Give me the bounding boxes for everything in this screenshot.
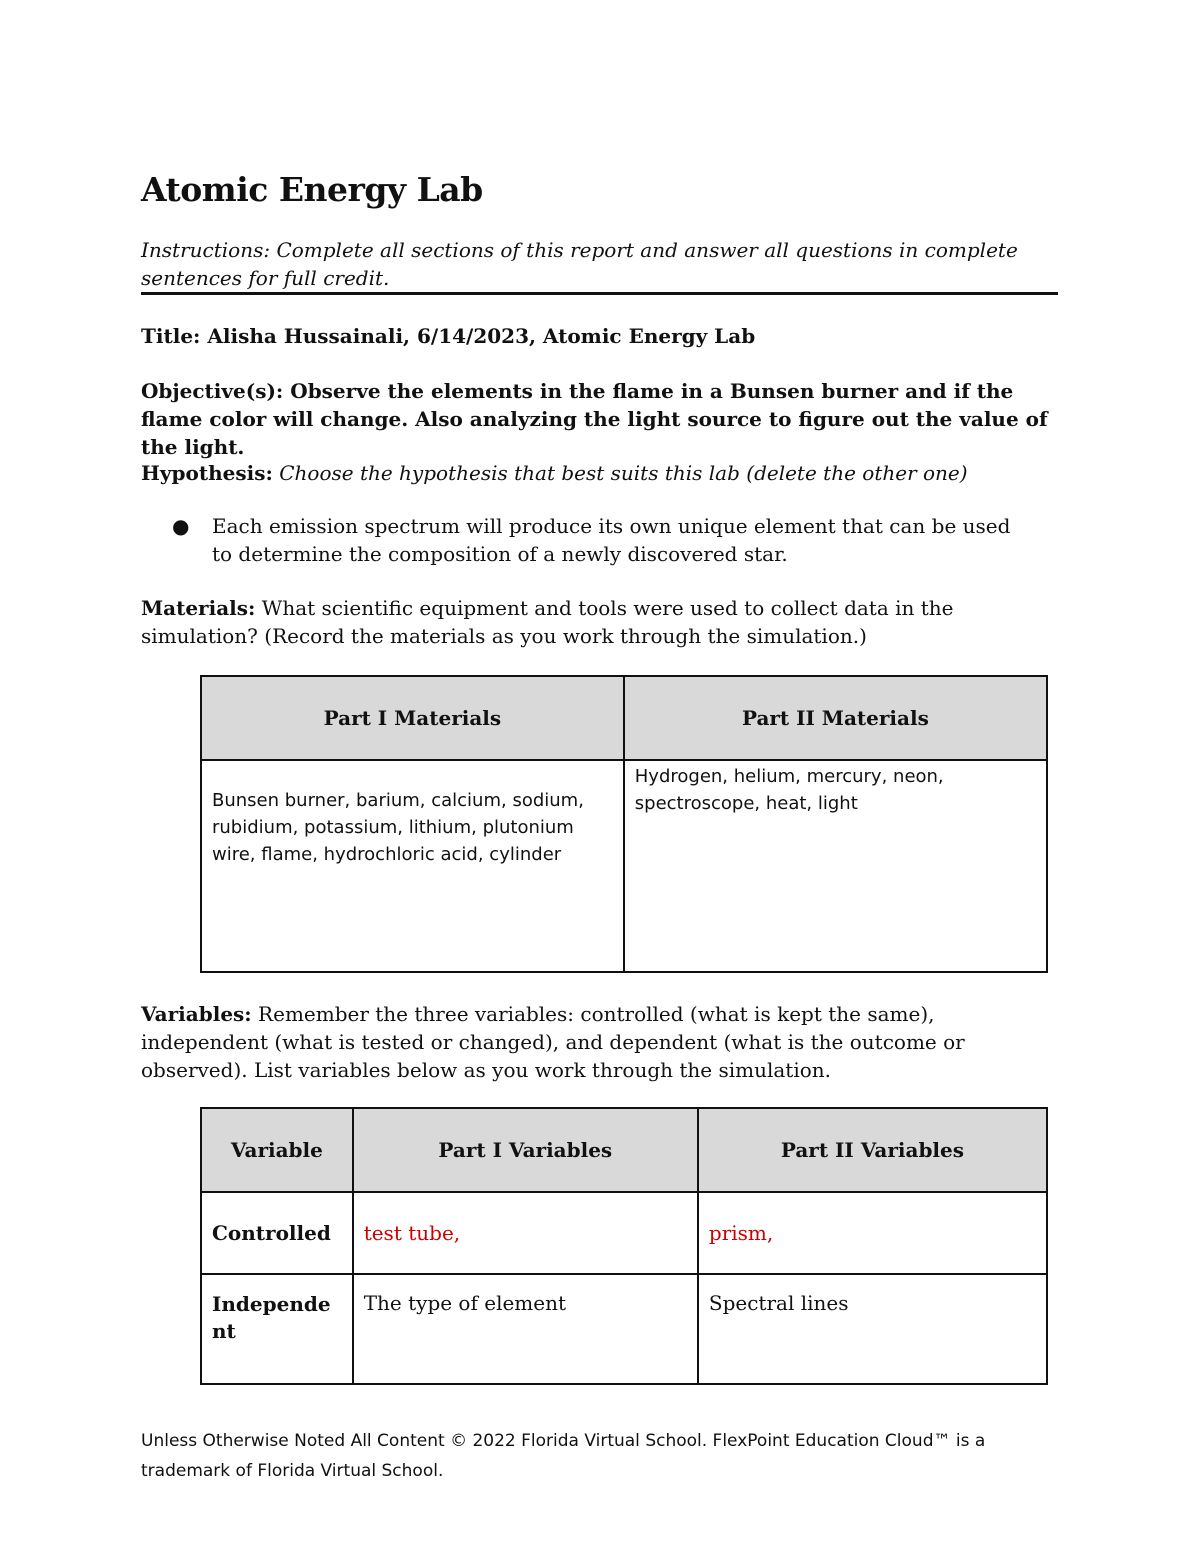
title-value: Alisha Hussainali, 6/14/2023, Atomic Energy Lab [207,324,756,348]
materials-part2-text: Hydrogen, helium, mercury, neon, spectroscope, heat, light [634,766,944,814]
variables-prompt: Remember the three variables: controlled (what is kept the same), independent (what is tested or changed), and dependent (what is the outcome or observed). List variables below as you work through the simulation. [141,1002,965,1082]
title-label: Title: [141,324,201,348]
row-label-controlled: Controlled [201,1192,353,1274]
materials-cell-part1 [201,760,624,972]
materials-label: Materials: [141,596,256,620]
hypothesis-label: Hypothesis: [141,461,273,485]
divider [141,292,1058,295]
hypothesis-prompt: Choose the hypothesis that best suits this lab (delete the other one) [279,461,968,485]
variables-table [200,1107,1048,1385]
materials-cell-part2 [624,760,1047,972]
variables-header-part2: Part II Variables [698,1108,1047,1192]
table-row [201,1274,1047,1384]
hypothesis-bullet: Each emission spectrum will produce its own unique element that can be used to determine the composition of a newly discovered star. [212,514,1011,566]
objective-value: Observe the elements in the flame in a Bunsen burner and if the flame color will change. Also analyzing the light source to figure out the value of the light. [141,379,1048,459]
materials-prompt: What scientific equipment and tools were used to collect data in the simulation? (Record the materials as you work through the simulation.) [141,596,954,648]
hypothesis-section [141,459,1061,487]
variables-section [141,1000,1056,1084]
table-row [201,1192,1047,1274]
row-label-independent: Independent [201,1274,353,1384]
variables-label: Variables: [141,1002,252,1026]
objective-section [141,377,1051,461]
footer-copyright: Unless Otherwise Noted All Content © 2022 Florida Virtual School. FlexPoint Education Cloud™ is a trademark of Florida Virtual School. [141,1431,986,1481]
variables-header-part1: Part I Variables [353,1108,698,1192]
controlled-part2: prism, [698,1192,1047,1274]
page-title: Atomic Energy Lab [141,170,483,209]
materials-table [200,675,1048,973]
independent-part2: Spectral lines [698,1274,1047,1384]
variables-header-variable: Variable [201,1108,353,1192]
controlled-part1: test tube, [353,1192,698,1274]
materials-part1-text: Bunsen burner, barium, calcium, sodium, rubidium, potassium, lithium, plutonium wire, flame, hydrochloric acid, cylinder [212,790,584,865]
materials-section [141,594,1041,650]
bullet-icon: ● [172,514,190,538]
materials-header-part1: Part I Materials [201,676,624,760]
title-line [141,322,1061,350]
objective-label: Objective(s): [141,379,284,403]
instructions-text: Instructions: Complete all sections of this report and answer all questions in complete sentences for full credit. [141,238,1018,290]
materials-header-part2: Part II Materials [624,676,1047,760]
independent-part1: The type of element [353,1274,698,1384]
